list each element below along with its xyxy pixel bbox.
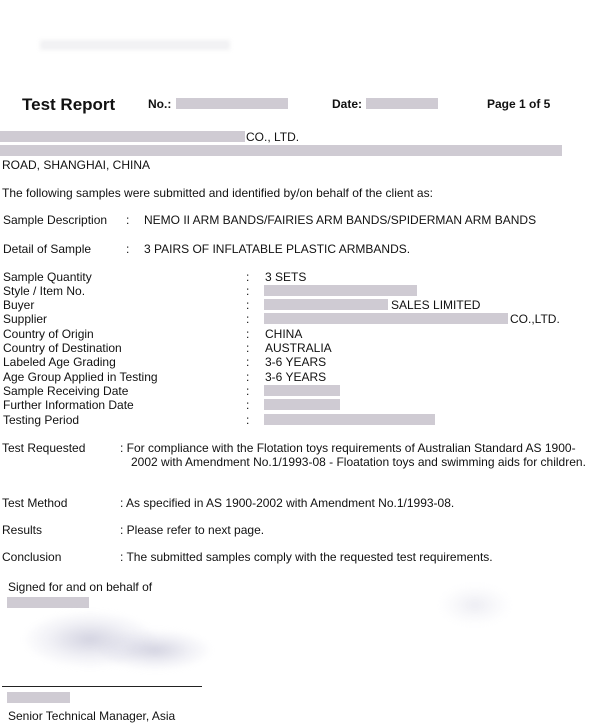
test-requested-value: : For compliance with the Flotation toys requirements of Australian Standard AS 1900-2002 with Amendment No.1/1993-08 - Floatation toys and swimming aids for children. [120, 441, 586, 469]
field-value-style-item-redacted [264, 285, 417, 296]
field-value-supplier-redacted [264, 313, 508, 324]
field-value-further-info-date-redacted [264, 399, 340, 410]
conclusion-value: : The submitted samples comply with the requested test requirements. [120, 550, 493, 564]
field-value-country-origin: CHINA [265, 327, 303, 341]
field-label-country-origin: Country of Origin [3, 327, 94, 341]
field-label-style-item: Style / Item No. [3, 284, 86, 298]
field-colon: : [246, 398, 250, 412]
test-requested-label: Test Requested [2, 441, 86, 455]
field-colon: : [246, 413, 250, 427]
page-indicator: Page 1 of 5 [487, 97, 551, 111]
field-label-further-info-date: Further Information Date [3, 398, 134, 412]
field-label-country-destination: Country of Destination [3, 341, 122, 355]
test-method-label: Test Method [2, 496, 68, 510]
field-value-labeled-age: 3-6 YEARS [265, 355, 327, 369]
field-colon: : [246, 355, 250, 369]
field-label-buyer: Buyer [3, 298, 35, 312]
signed-for-text: Signed for and on behalf of [8, 580, 153, 594]
report-number-label: No.: [148, 97, 172, 111]
field-label-testing-period: Testing Period [3, 413, 80, 427]
field-value-supplier: CO.,LTD. [510, 312, 560, 326]
test-method-value: : As specified in AS 1900-2002 with Amendment No.1/1993-08. [120, 496, 455, 510]
signer-name-redacted [7, 692, 70, 703]
field-value-buyer: SALES LIMITED [391, 298, 481, 312]
client-company-suffix: CO., LTD. [246, 130, 300, 144]
field-label-supplier: Supplier [3, 312, 48, 326]
results-value: : Please refer to next page. [120, 523, 265, 537]
client-address-tail: ROAD, SHANGHAI, CHINA [2, 158, 151, 172]
signature-line [2, 686, 202, 687]
client-name-redacted [0, 131, 245, 142]
sample-detail-colon: : [126, 242, 130, 256]
report-number-redacted [176, 98, 288, 109]
field-label-sample-quantity: Sample Quantity [3, 270, 92, 284]
sample-detail-label: Detail of Sample [3, 242, 92, 256]
field-colon: : [246, 312, 250, 326]
field-colon: : [246, 284, 250, 298]
field-colon: : [246, 370, 250, 384]
field-label-labeled-age: Labeled Age Grading [3, 355, 116, 369]
field-label-age-group-tested: Age Group Applied in Testing [3, 370, 158, 384]
report-date-label: Date: [332, 97, 363, 111]
field-value-receiving-date-redacted [264, 385, 340, 396]
field-colon: : [246, 270, 250, 284]
field-label-receiving-date: Sample Receiving Date [3, 384, 129, 398]
field-colon: : [246, 341, 250, 355]
signature-mark [100, 630, 210, 670]
signer-title: Senior Technical Manager, Asia [8, 709, 176, 723]
field-colon: : [246, 384, 250, 398]
field-value-buyer-redacted [264, 299, 388, 310]
field-value-testing-period-redacted [264, 414, 435, 425]
report-title: Test Report [22, 95, 116, 114]
signing-company-redacted [7, 597, 89, 608]
results-label: Results [2, 523, 43, 537]
report-date-redacted [366, 98, 438, 109]
sample-description-colon: : [126, 213, 130, 227]
field-colon: : [246, 327, 250, 341]
conclusion-label: Conclusion [2, 550, 62, 564]
sample-detail-value: 3 PAIRS OF INFLATABLE PLASTIC ARMBANDS. [144, 242, 411, 256]
field-value-sample-quantity: 3 SETS [265, 270, 307, 284]
letterhead-blurred [40, 40, 230, 50]
field-colon: : [246, 298, 250, 312]
stamp-mark [440, 585, 510, 625]
field-value-age-group-tested: 3-6 YEARS [265, 370, 327, 384]
field-value-country-destination: AUSTRALIA [265, 341, 332, 355]
sample-description-label: Sample Description [3, 213, 108, 227]
client-address-redacted [0, 145, 562, 156]
sample-description-value: NEMO II ARM BANDS/FAIRIES ARM BANDS/SPIDERMAN ARM BANDS [144, 213, 537, 227]
intro-text: The following samples were submitted and identified by/on behalf of the client as: [2, 186, 433, 200]
